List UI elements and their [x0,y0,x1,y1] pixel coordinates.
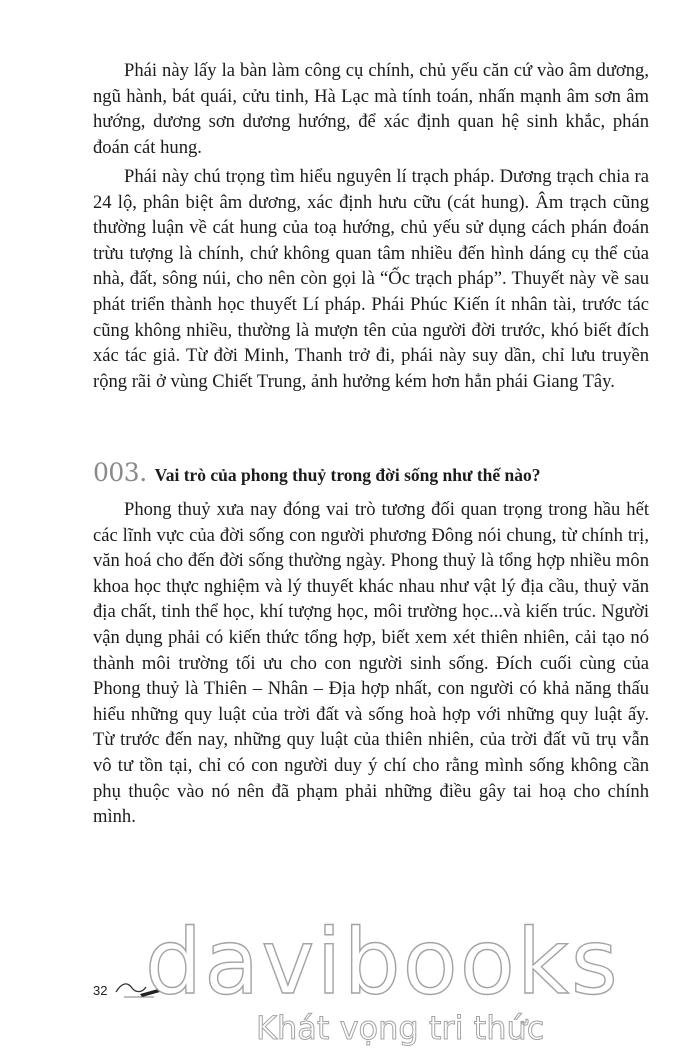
paragraph-2: Phái này chú trọng tìm hiểu nguyên lí trạch pháp. Dương trạch chia ra 24 lộ, phân biệt âm dương, xác định hưu cữu (cát hung). Âm trạch cũng thường luận về cát hung của toạ hướng, chủ yếu sử dụng cách phán đoán trừu tượng là chính, chứ không quan tâm nhiều đến hình dáng cụ thể của nhà, đất, sông núi, cho nên còn gọi là “Ốc trạch pháp”. Thuyết này về sau phát triển thành học thuyết Lí pháp. Phái Phúc Kiến ít nhân tài, trước tác cũng không nhiều, thường là mượn tên của người đời trước, khó biết đích xác tác giả. Từ đời Minh, Thanh trở đi, phái này suy dần, chỉ lưu truyền rộng rãi ở vùng Chiết Trung, ảnh hưởng kém hơn hẳn phái Giang Tây. [93,166,649,392]
page-number: 32 [93,983,108,998]
paragraph-1: Phái này lấy la bàn làm công cụ chính, chủ yếu căn cứ vào âm dương, ngũ hành, bát quái, cửu tinh, Hà Lạc mà tính toán, nhấn mạnh âm sơn âm hướng, dương sơn dương hướng, để xác định quan hệ sinh khắc, phán đoán cát hung. [93,60,649,158]
section-number: 003. [93,458,147,487]
paragraph-3: Phong thuỷ xưa nay đóng vai trò tương đối quan trọng trong hầu hết các lĩnh vực của đời sống con người phương Đông nói chung, từ chính trị, văn hoá cho đến đời sống thường ngày. Phong thuỷ là tổng hợp nhiều môn khoa học thực nghiệm và lý thuyết khác nhau như vật lý địa cầu, thuỷ văn địa chất, tinh thể học, khí tượng học, môi trường học...và kiến trúc. Người vận dụng phải có kiến thức tổng hợp, biết xem xét thiên nhiên, cải tạo nó thành môi trường tối ưu cho con người sinh sống. Đích cuối cùng của Phong thuỷ là Thiên – Nhân – Địa hợp nhất, con người có khả năng thấu hiểu những quy luật của trời đất và sống hoà hợp với những quy luật ấy. Từ trước đến nay, những quy luật của thiên nhiên, của trời đất vũ trụ vẫn vô tư tồn tại, chỉ có con người duy ý chí cho rằng mình sống không cần phụ thuộc vào nó nên đã phạm phải những điều gây tai hoạ cho chính mình. [93,499,649,828]
publisher-logo: davibooks [145,910,620,1015]
publisher-slogan: Khát vọng tri thức [256,1009,545,1047]
section-title: Vai trò của phong thuỷ trong đời sống như thế nào? [154,465,541,485]
section-heading [93,458,653,487]
